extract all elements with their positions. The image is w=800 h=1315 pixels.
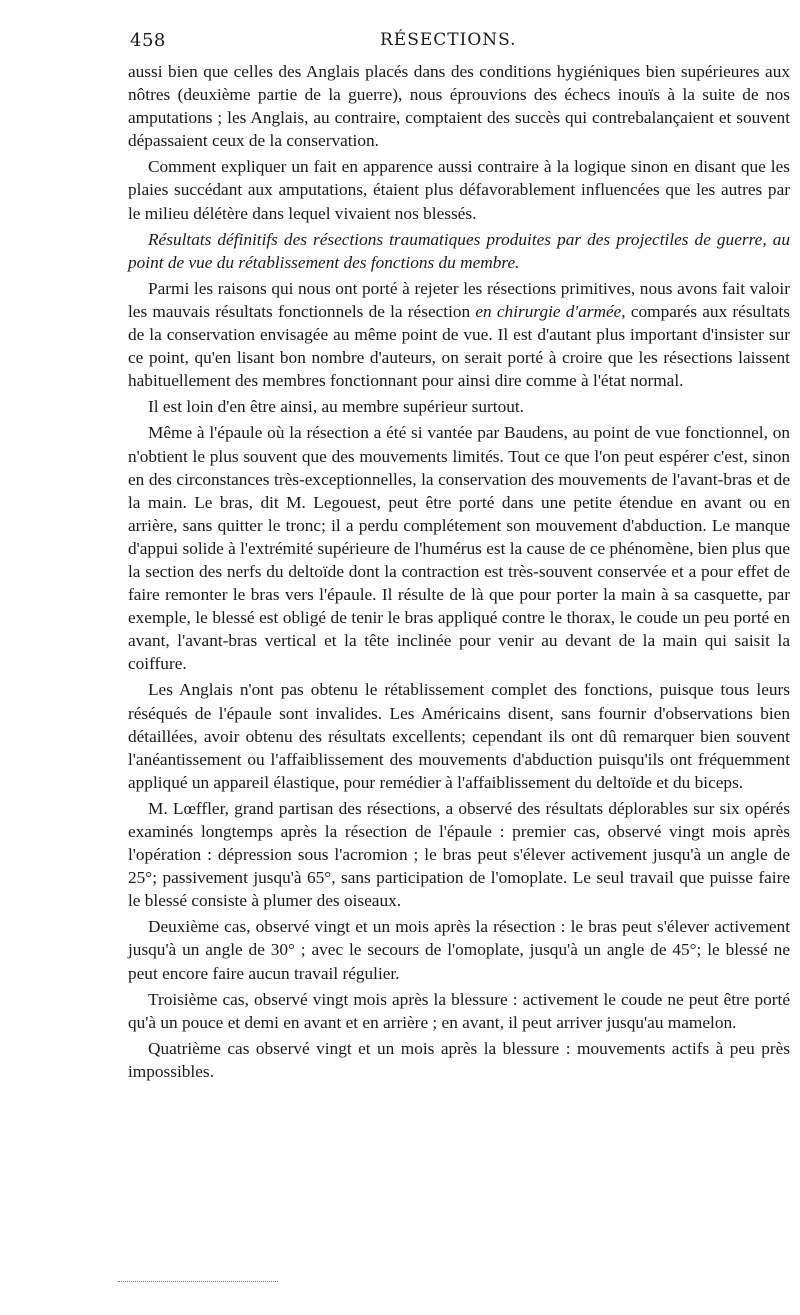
italic-phrase: en chirurgie d'armée	[475, 301, 622, 321]
paragraph: Il est loin d'en être ainsi, au membre supérieur surtout.	[148, 397, 524, 417]
paragraph: Même à l'épaule où la résection a été si vantée par Baudens, au point de vue fonctionnel, on n'obtient le plus souvent que des mouvements limités. Tout ce que l'on peut espérer c'est, sinon en des circonstances très-exceptionnelles, la conservation des mouvements de l'avant-bras et de la main. Le bras, dit M. Legouest, peut être porté dans une petite étendue en avant ou en arrière, sans quitter le tronc; il a perdu complétement son mouvement d'abduction. Le manque d'appui solide à l'extrémité supérieure de l'humérus est la cause de ce phénomène, bien plus que la section des nerfs du deltoïde dont la contraction est très-souvent conservée et a pour effet de faire remonter le bras vers l'épaule. Il résulte de là que pour porter la main à sa casquette, par exemple, le blessé est obligé de tenir le bras appliqué contre le thorax, le coude un peu porté en avant, l'avant-bras vertical et la tête inclinée pour venir au devant de la main qui saisit la coiffure.	[128, 423, 790, 674]
section-heading	[128, 228, 790, 274]
footer-rule	[118, 1281, 278, 1282]
running-head: RÉSECTIONS.	[380, 30, 517, 50]
page-header	[130, 30, 785, 58]
paragraph: Troisième cas, observé vingt mois après la blessure : activement le coude ne peut être porté qu'à un pouce et demi en avant et en arrière ; en avant, il peut arriver jusqu'au mamelon.	[128, 989, 790, 1032]
paragraph: Les Anglais n'ont pas obtenu le rétablissement complet des fonctions, puisque tous leurs réséqués de l'épaule sont invalides. Les Américains disent, sans fournir d'observations bien détaillées, avoir obtenu des résultats excellents; cependant ils ont dû remarquer bien souvent l'anéantissement ou l'affaiblissement des mouvements d'abduction puisqu'ils ont fréquemment appliqué un appareil élastique, pour remédier à l'affaiblissement du deltoïde et du biceps.	[128, 680, 790, 792]
paragraph-text: Parmi les raisons qui nous ont porté à rejeter les résections primitives, nous avons fait valoir les mauvais résultats fonctionnels de la résection	[128, 278, 790, 321]
paragraph: Comment expliquer un fait en apparence aussi contraire à la logique sinon en disant que les plaies succédant aux amputations, étaient plus défavorablement influencées que les autres par le milieu délétère dans lequel vivaient nos blessés.	[128, 157, 790, 223]
paragraph: Deuxième cas, observé vingt et un mois après la résection : le bras peut s'élever activement jusqu'à un angle de 30° ; avec le secours de l'omoplate, jusqu'à un angle de 45°; le blessé ne peut encore faire aucun travail régulier.	[128, 917, 790, 983]
body-text	[128, 60, 790, 1083]
paragraph: M. Lœffler, grand partisan des résections, a observé des résultats déplorables sur six opérés examinés longtemps après la résection de l'épaule : premier cas, observé vingt mois après l'opération : dépression sous l'acromion ; le bras peut s'élever activement jusqu'à un angle de 25°; passivement jusqu'à 65°, sans participation de l'omoplate. Le seul travail que puisse faire le blessé consiste à plumer des oiseaux.	[128, 798, 790, 911]
paragraph-text: , comparés aux résultats de la conservation envisagée au même point de vue. Il est d'autant plus important d'insister sur ce point, qu'en lisant bon nombre d'auteurs, on serait porté à croire que les résections laissent habituellement des membres fonctionnant pour ainsi dire comme à l'état normal.	[128, 301, 790, 391]
page-number: 458	[130, 30, 166, 51]
paragraph-continuation: aussi bien que celles des Anglais placés dans des conditions hygiéniques bien supérieures aux nôtres (deuxième partie de la guerre), nous éprouvions des échecs inouïs à la suite de nos amputations ; les Anglais, au contraire, comptaient des succès qui contrebalançaient et souvent dépassaient ceux de la conservation.	[128, 62, 790, 151]
paragraph: Quatrième cas observé vingt et un mois après la blessure : mouvements actifs à peu près impossibles.	[128, 1038, 790, 1081]
paragraph	[128, 277, 790, 392]
section-heading-text: Résultats définitifs des résections traumatiques produites par des projectiles de guerre, au point de vue du rétablissement des fonctions du membre.	[128, 229, 790, 272]
